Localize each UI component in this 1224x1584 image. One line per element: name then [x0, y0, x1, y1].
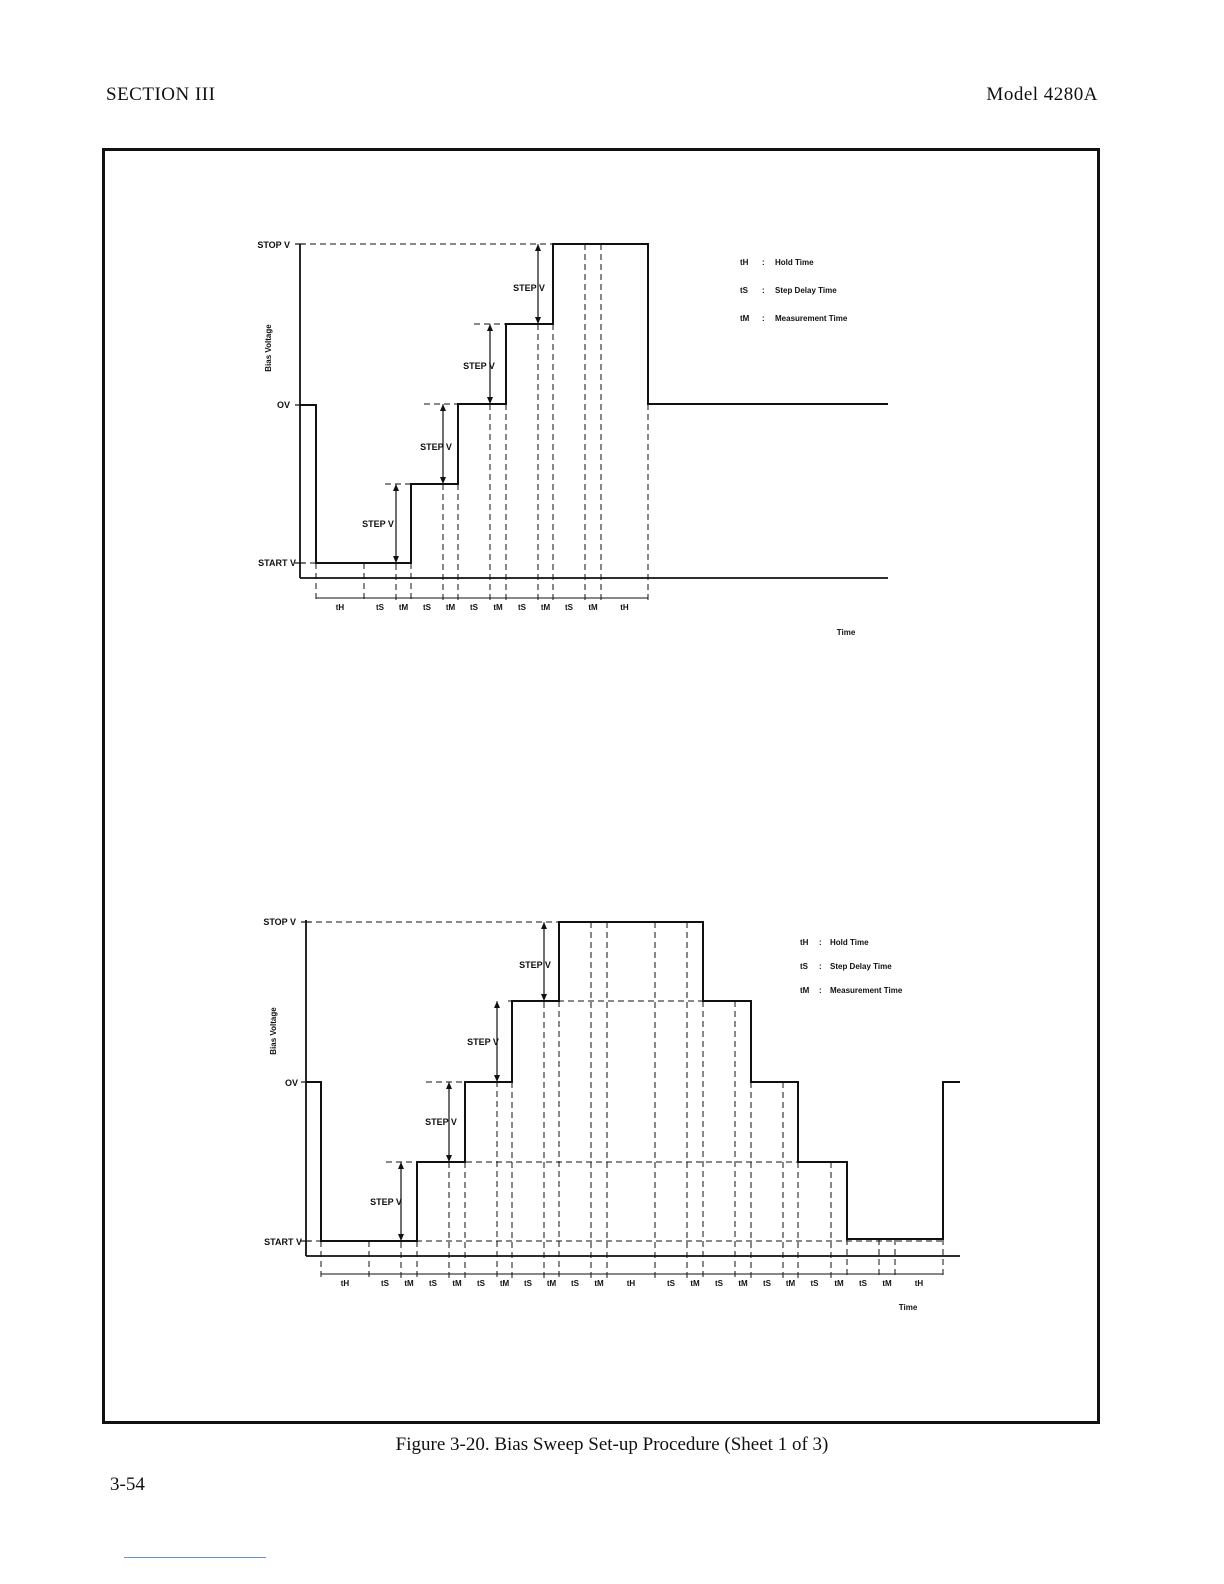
- interval-label: tM: [398, 603, 409, 612]
- zero-v-label: OV: [284, 1078, 298, 1088]
- interval-labels: [341, 1279, 924, 1288]
- interval-label: tS: [429, 1279, 437, 1288]
- legend-text: Hold Time: [775, 258, 814, 267]
- interval-label: tM: [546, 1279, 557, 1288]
- start-v-label: START V: [264, 1237, 302, 1247]
- interval-label: tM: [445, 603, 456, 612]
- interval-label: tH: [340, 1279, 350, 1288]
- stop-v-label: STOP V: [257, 240, 290, 250]
- start-v-label: START V: [258, 558, 296, 568]
- interval-label: tM: [785, 1279, 796, 1288]
- step-v-label: STEP V: [370, 1197, 402, 1207]
- interval-label: tS: [518, 603, 526, 612]
- interval-label: tH: [335, 603, 345, 612]
- interval-label: tM: [690, 1279, 700, 1288]
- step-v-label: STEP V: [420, 442, 452, 452]
- page-number: 3-54: [110, 1474, 145, 1495]
- zero-v-label: OV: [276, 400, 290, 410]
- section-header: SECTION III: [106, 84, 216, 105]
- interval-label: tM: [738, 1279, 748, 1288]
- step-v-label: STEP V: [519, 960, 551, 970]
- interval-label: tS: [423, 603, 431, 612]
- interval-label: tS: [763, 1279, 771, 1288]
- legend-separator: :: [819, 938, 822, 947]
- legend-symbol: tM: [800, 986, 810, 995]
- interval-label: tM: [493, 603, 503, 612]
- legend-separator: :: [762, 314, 765, 323]
- model-header: Model 4280A: [986, 84, 1098, 105]
- interval-label: tH: [620, 603, 629, 612]
- time-axis-label: Time: [898, 1303, 918, 1312]
- interval-label: tS: [571, 1279, 579, 1288]
- interval-label: tS: [524, 1279, 532, 1288]
- interval-label: tM: [540, 603, 551, 612]
- interval-label: tM: [594, 1279, 604, 1288]
- interval-label: tM: [882, 1279, 892, 1288]
- legend-separator: :: [762, 286, 765, 295]
- legend-symbol: tH: [800, 938, 809, 947]
- y-axis-label: Bias Voltage: [269, 1007, 278, 1055]
- legend-text: Measurement Time: [830, 986, 903, 995]
- step-v-label: STEP V: [513, 283, 545, 293]
- interval-label: tM: [499, 1279, 510, 1288]
- legend-text: Step Delay Time: [830, 962, 892, 971]
- interval-label: tM: [834, 1279, 844, 1288]
- legend: [800, 938, 903, 995]
- interval-label: tM: [452, 1279, 462, 1288]
- stop-v-label: STOP V: [263, 917, 296, 927]
- interval-label: tH: [914, 1279, 924, 1288]
- time-axis-label: Time: [836, 628, 856, 637]
- step-v-label: STEP V: [425, 1117, 457, 1127]
- legend-text: Hold Time: [830, 938, 869, 947]
- interval-label: tS: [381, 1279, 389, 1288]
- interval-label: tS: [810, 1279, 819, 1288]
- legend-symbol: tH: [740, 258, 749, 267]
- interval-label: tS: [667, 1279, 675, 1288]
- legend-symbol: tM: [740, 314, 750, 323]
- legend-separator: :: [819, 986, 822, 995]
- legend-text: Measurement Time: [775, 314, 848, 323]
- legend-text: Step Delay Time: [775, 286, 837, 295]
- interval-label: tS: [565, 603, 573, 612]
- legend-symbol: tS: [800, 962, 808, 971]
- legend-separator: :: [819, 962, 822, 971]
- interval-label: tS: [477, 1279, 485, 1288]
- y-axis-label: Bias Voltage: [264, 324, 273, 372]
- footer-rule: [124, 1557, 266, 1558]
- figure-caption: Figure 3-20. Bias Sweep Set-up Procedure (Sheet 1 of 3): [395, 1434, 829, 1455]
- legend-symbol: tS: [740, 286, 748, 295]
- interval-label: tH: [626, 1279, 636, 1288]
- step-v-label: STEP V: [463, 361, 495, 371]
- legend-separator: :: [762, 258, 765, 267]
- interval-label: tM: [404, 1279, 414, 1288]
- interval-label: tS: [470, 603, 478, 612]
- interval-label: tS: [715, 1279, 723, 1288]
- interval-label: tM: [588, 603, 598, 612]
- step-v-label: STEP V: [467, 1037, 499, 1047]
- step-v-label: STEP V: [362, 519, 394, 529]
- interval-label: tS: [859, 1279, 867, 1288]
- interval-label: tS: [376, 603, 384, 612]
